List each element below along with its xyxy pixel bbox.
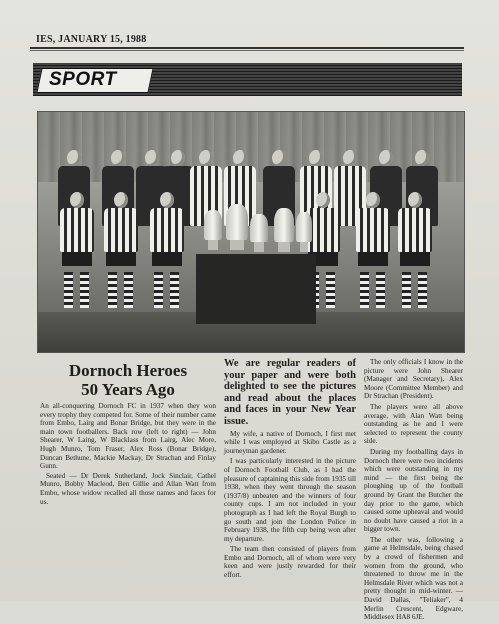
player-sock bbox=[80, 272, 89, 308]
player-head bbox=[114, 192, 128, 208]
photo-caption: An all-conquering Dornoch FC in 1937 when they won every trophy they competed for. Some of their number came from Embo, Lairg and Bonar Bridge, but they were in the main town footballers. Back row (left to right) — John Shearer, W Laing, W Blacklass from Lairg, Alec More, Hugh Munro, Tom Fraser, Alex Ross (Bonar Bridge), Duncan Bethune, Mackie Mackay, Dr Strachan and Finlay Gunn. bbox=[40, 402, 216, 471]
player-sock bbox=[64, 272, 73, 308]
trophy-cup bbox=[204, 210, 222, 240]
player-head bbox=[316, 192, 330, 208]
letter-paragraph: I was particularly interested in the picture of Dornoch Football Club, as I had the pleasure of captaining this side from 1935 till 1938, when they went through the season (1937/8) unbeaten and the winners of four county cups. I am not included in your photograph as I had left the Royal Burgh to go south and join the London Police in February 1938, the fifth cup being won after my departure. bbox=[224, 457, 356, 543]
player-shorts bbox=[400, 252, 430, 266]
player-shorts bbox=[152, 252, 182, 266]
trophy-base bbox=[230, 240, 244, 250]
player-sock bbox=[154, 272, 163, 308]
letter-paragraph: The only officials I know in the picture were John Shearer (Manager and Secretary), Alex Moore (Committee Member) and Dr Strachan (President). bbox=[364, 358, 463, 401]
headline-line-1: Dornoch Heroes bbox=[68, 361, 188, 380]
player-body bbox=[150, 208, 184, 252]
letter-paragraph: The team then consisted of players from Embo and Dornoch, all of whom were very keen and were justly rewarded for their effort. bbox=[224, 545, 356, 580]
player-head bbox=[111, 150, 125, 166]
trophy-base bbox=[278, 242, 290, 252]
headline-line-2: 50 Years Ago bbox=[81, 380, 175, 399]
player-sock bbox=[376, 272, 385, 308]
player-head bbox=[233, 150, 247, 166]
player-head bbox=[272, 150, 286, 166]
team-photo bbox=[37, 111, 465, 353]
caption-column bbox=[40, 402, 216, 506]
player-sock bbox=[402, 272, 411, 308]
player-body bbox=[356, 208, 390, 252]
trophy-base bbox=[208, 240, 218, 250]
player-body bbox=[398, 208, 432, 252]
letter-paragraph: The players were all above average, with Alan Watt being outstanding as he and I were selected to represent the county side. bbox=[364, 402, 463, 446]
player-sock bbox=[418, 272, 427, 308]
player-head bbox=[343, 150, 357, 166]
trophy-cup bbox=[226, 204, 248, 240]
player-head bbox=[67, 150, 81, 166]
headline bbox=[40, 361, 216, 399]
player-head bbox=[366, 192, 380, 208]
player-sock bbox=[360, 272, 369, 308]
player-shorts bbox=[62, 252, 92, 266]
trophy-cup bbox=[274, 208, 294, 242]
letter-paragraph: My wife, a native of Dornoch, I first met while I was employed at Skibo Castle as a journeyman gardener. bbox=[224, 429, 356, 455]
player-head bbox=[408, 192, 422, 208]
player-body bbox=[60, 208, 94, 252]
player-head bbox=[379, 150, 393, 166]
player-head bbox=[415, 150, 429, 166]
top-rule-thin bbox=[30, 50, 464, 51]
player-sock bbox=[326, 272, 335, 308]
letter-paragraph: The other was, following a game at Helmsdale, being chased by a crowd of fishermen and women from the ground, who threatened to throw me in the Helmsdale River which was not a pretty thought in mid-winter. — David Dallas, "Teliaker", 4 Merlin Crescent, Edgware, Middlesex HA8 6JE. bbox=[364, 535, 463, 622]
photo-caption-seated: Seated — Dr Derek Sutherland, Jock Sinclair, Cathel Munro, Bobby Macleod, Ben Gillie and Allan Watt from Embo, whose widow recalled all those names and faces for us. bbox=[40, 471, 216, 506]
section-label: SPORT bbox=[49, 69, 117, 90]
player-head bbox=[145, 150, 159, 166]
player-shorts bbox=[106, 252, 136, 266]
top-rule bbox=[30, 47, 464, 49]
player-head bbox=[160, 192, 174, 208]
letter-paragraph: During my footballing days in Dornoch there were two incidents which were outstanding in my mind — the first being the ploughing up of the football ground by Grant the Butcher the day prior to the game, which caused some upheaval and would no doubt have caused a riot in a bigger town. bbox=[364, 447, 463, 534]
player-head bbox=[199, 150, 213, 166]
player-head bbox=[309, 150, 323, 166]
trophy-cup bbox=[296, 212, 312, 242]
player-sock bbox=[170, 272, 179, 308]
letter-column-1 bbox=[224, 358, 356, 582]
letter-lead: We are regular readers of your paper and were both delighted to see the pictures and read about the places and faces in your New Year issue. bbox=[224, 358, 356, 427]
trophy-table bbox=[196, 254, 316, 324]
player-body bbox=[104, 208, 138, 252]
player-head bbox=[171, 150, 185, 166]
player-head bbox=[70, 192, 84, 208]
dateline: IES, JANUARY 15, 1988 bbox=[36, 34, 147, 45]
player-shorts bbox=[358, 252, 388, 266]
section-banner bbox=[33, 63, 462, 96]
player-sock bbox=[108, 272, 117, 308]
letter-column-2 bbox=[364, 358, 463, 624]
trophy-base bbox=[300, 242, 308, 252]
trophy-cup bbox=[250, 214, 268, 242]
trophy-base bbox=[254, 242, 264, 252]
player-sock bbox=[124, 272, 133, 308]
